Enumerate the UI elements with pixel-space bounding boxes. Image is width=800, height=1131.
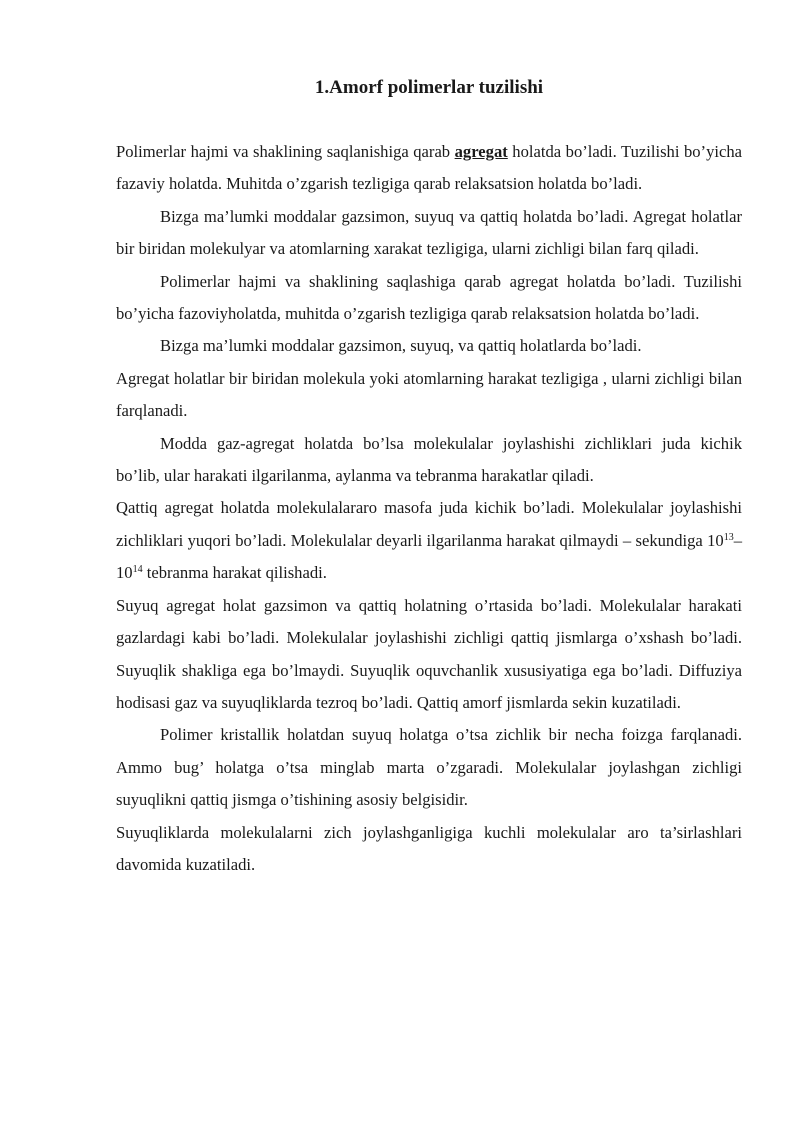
paragraph-7 — [116, 492, 742, 589]
paragraph-7-text-end: tebranma harakat qilishadi. — [142, 563, 327, 583]
paragraph-4: Bizga ma’lumki moddalar gazsimon, suyuq, va qattiq holatlarda bo’ladi. — [160, 336, 642, 356]
paragraph-1-text-start: Polimerlar hajmi va shaklining saqlanishiga qarab — [116, 142, 455, 161]
paragraph-7-text-start: Qattiq agregat holatda molekulalararo masofa juda kichik bo’ladi. Molekulalar joylashishi zichliklari yuqori bo’ladi. Molekulalar deyarli ilgarilanma harakat qilmaydi – sekundiga 10 — [116, 498, 742, 550]
exponent-14: 14 — [132, 564, 143, 576]
paragraph-5: Agregat holatlar bir biridan molekula yoki atomlarning harakat tezligiga , ularni zichligi bilan farqlanadi. — [116, 368, 742, 421]
page-title: 1.Amorf polimerlar tuzilishi — [314, 77, 544, 98]
paragraph-1-text-end: holatda bo’ladi. Tuzilishi bo’yicha fazaviy holatda. Muhitda o’zgarish tezligiga qarab relaksatsion holatda bo’ladi. — [116, 142, 743, 194]
paragraph-7-dash: –10 — [116, 530, 742, 583]
paragraph-6: Modda gaz-agregat holatda bo’lsa molekulalar joylashishi zichliklari juda kichik bo’lib, ular harakati ilgarilanma, aylanma va tebranma harakatlar qiladi. — [116, 433, 742, 486]
paragraph-2: Bizga ma’lumki moddalar gazsimon, suyuq va qattiq holatda bo’ladi. Agregat holatlar bir biridan molekulyar va atomlarning xarakat tezligiga, ularni zichligi bilan farq qiladi. — [116, 206, 742, 259]
paragraph-1 — [116, 136, 742, 201]
exponent-13: 13 — [723, 531, 734, 543]
paragraph-8: Suyuq agregat holat gazsimon va qattiq holatning o’rtasida bo’ladi. Molekulalar harakati gazlardagi kabi bo’ladi. Molekulalar joylashishi zichligi qattiq jismlarga o’xshash bo’ladi. Suyuqlik shakliga ega bo’lmaydi. Suyuqlik oquvchanlik xususiyatiga ega bo’ladi. Diffuziya hodisasi gaz va suyuqliklarda tezroq bo’ladi. Qattiq amorf jismlarda sekin kuzatiladi. — [116, 595, 742, 712]
paragraph-9: Polimer kristallik holatdan suyuq holatga o’tsa zichlik bir necha foizga farqlanadi. Ammo bug’ holatga o’tsa minglab marta o’zgaradi. Molekulalar joylashgan zichligi suyuqlikni qattiq jismga o’tishining asosiy belgisidir. — [116, 725, 742, 810]
document-page — [116, 74, 742, 881]
paragraph-10: Suyuqliklarda molekulalarni zich joylashganligiga kuchli molekulalar aro ta’sirlashlari davomida kuzatiladi. — [116, 822, 742, 874]
paragraph-3: Polimerlar hajmi va shaklining saqlashiga qarab agregat holatda bo’ladi. Tuzilishi bo’yicha fazoviyholatda, muhitda o’zgarish tezligiga qarab relaksatsion holatda bo’ladi. — [116, 271, 742, 324]
keyword-agregat: agregat — [454, 142, 508, 161]
